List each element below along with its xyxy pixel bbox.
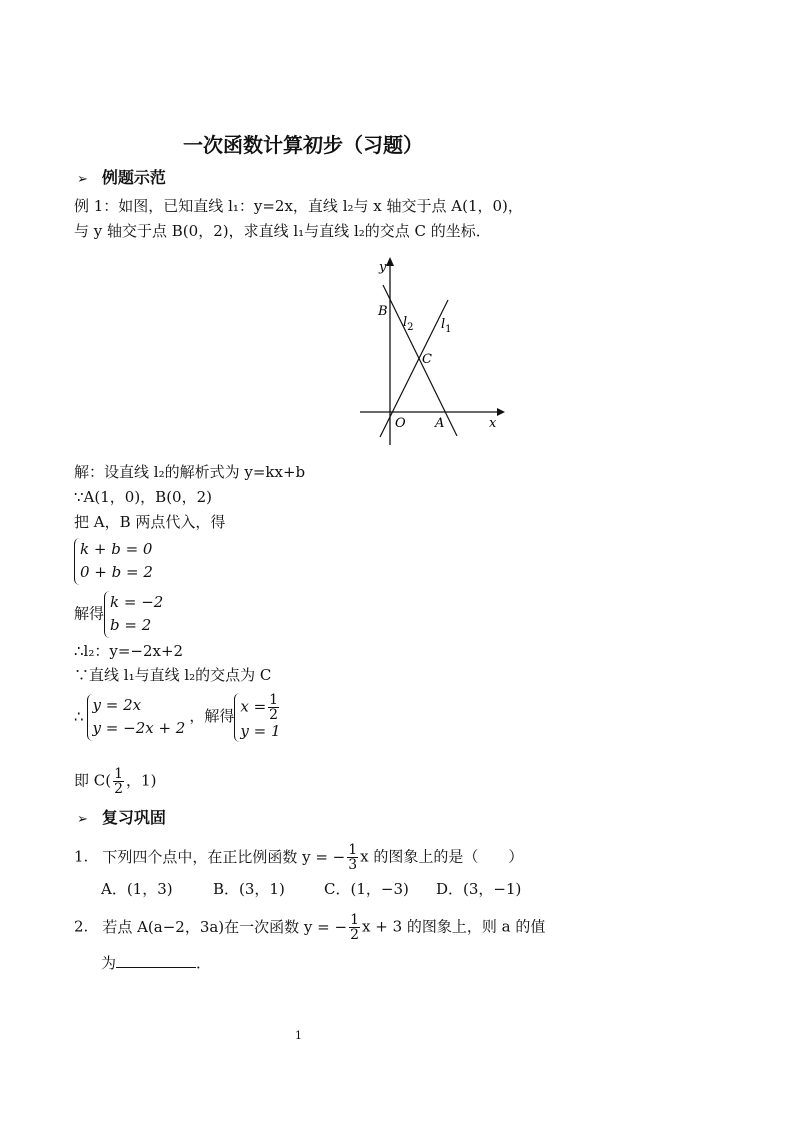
y-axis-label: y xyxy=(379,260,387,275)
point-a-label: A xyxy=(435,416,445,431)
brace-system: k + b = 0 0 + b = 2 xyxy=(74,538,153,585)
x-axis-label: x xyxy=(489,416,497,431)
answer-blank[interactable] xyxy=(116,953,196,968)
section-heading-review xyxy=(77,810,166,826)
question-2-line-2: 为 ． xyxy=(101,954,212,972)
page-title: 一次函数计算初步（习题） xyxy=(183,133,423,157)
arrow-bullet-icon: ➢ xyxy=(77,812,88,827)
y-axis-arrow-icon xyxy=(386,257,394,266)
question-number: 1. xyxy=(74,847,89,866)
brace-system: y = 2x y = −2x + 2 xyxy=(87,694,186,741)
section-label: 例题示范 xyxy=(101,168,166,187)
q1-option-c: C．(1，−3) xyxy=(324,880,409,898)
point-b-label: B xyxy=(378,304,388,319)
q1-option-a: A．(1，3) xyxy=(101,880,173,898)
question-number: 2. xyxy=(74,917,89,936)
section-heading-examples xyxy=(77,170,166,186)
solution-line-8: 即 C( $\frac{1}{2}$ ，1) xyxy=(74,766,157,797)
point-c-label: C xyxy=(422,352,432,367)
line-l2 xyxy=(383,285,457,436)
solution-line-3: 把 A，B 两点代入，得 xyxy=(74,513,226,531)
question-2: 2. 若点 A(a−2，3a)在一次函数 y = − $\frac{1}{2}$ x + 3 的图象上，则 a 的值 xyxy=(74,912,546,943)
page-number: 1 xyxy=(295,1029,302,1042)
arrow-bullet-icon: ➢ xyxy=(77,172,88,187)
brace-system: x = $\frac{1}{2}$ y = 1 xyxy=(234,693,281,742)
q1-option-d: D．(3，−1) xyxy=(436,880,522,898)
question-1: 1. 下列四个点中，在正比例函数 y = − $\frac{1}{3}$ x 的图象上的是（ ） xyxy=(74,842,524,873)
origin-label: O xyxy=(395,416,406,431)
example-line-2: 与 y 轴交于点 B(0，2)，求直线 l₁与直线 l₂的交点 C 的坐标． xyxy=(74,222,491,240)
example-line-1: 例 1：如图，已知直线 l₁：y=2x，直线 l₂与 x 轴交于点 A(1，0)， xyxy=(74,197,523,215)
solution-line-2: ∵A(1，0)，B(0，2) xyxy=(74,488,212,506)
solution-line-5: ∴l₂：y=−2x+2 xyxy=(74,642,184,660)
solution-line-6: ∵直线 l₁与直线 l₂的交点为 C xyxy=(74,666,272,684)
equation-system-2: 解得 k = −2 b = 2 xyxy=(74,591,163,638)
solution-line-1: 解：设直线 l₂的解析式为 y=kx+b xyxy=(74,463,306,481)
l2-label: $l_2$ xyxy=(403,315,414,333)
equation-system-1 xyxy=(74,538,153,585)
l1-label: $l_1$ xyxy=(441,317,452,335)
section-label: 复习巩固 xyxy=(101,808,166,827)
q1-option-b: B．(3，1) xyxy=(213,880,285,898)
coordinate-figure xyxy=(355,255,505,450)
brace-system: k = −2 b = 2 xyxy=(104,591,163,638)
equation-system-3: ∴ y = 2x y = −2x + 2 ，解得 x = $\frac{1}{2}$ y = 1 xyxy=(74,692,281,740)
x-axis-arrow-icon xyxy=(497,408,505,416)
